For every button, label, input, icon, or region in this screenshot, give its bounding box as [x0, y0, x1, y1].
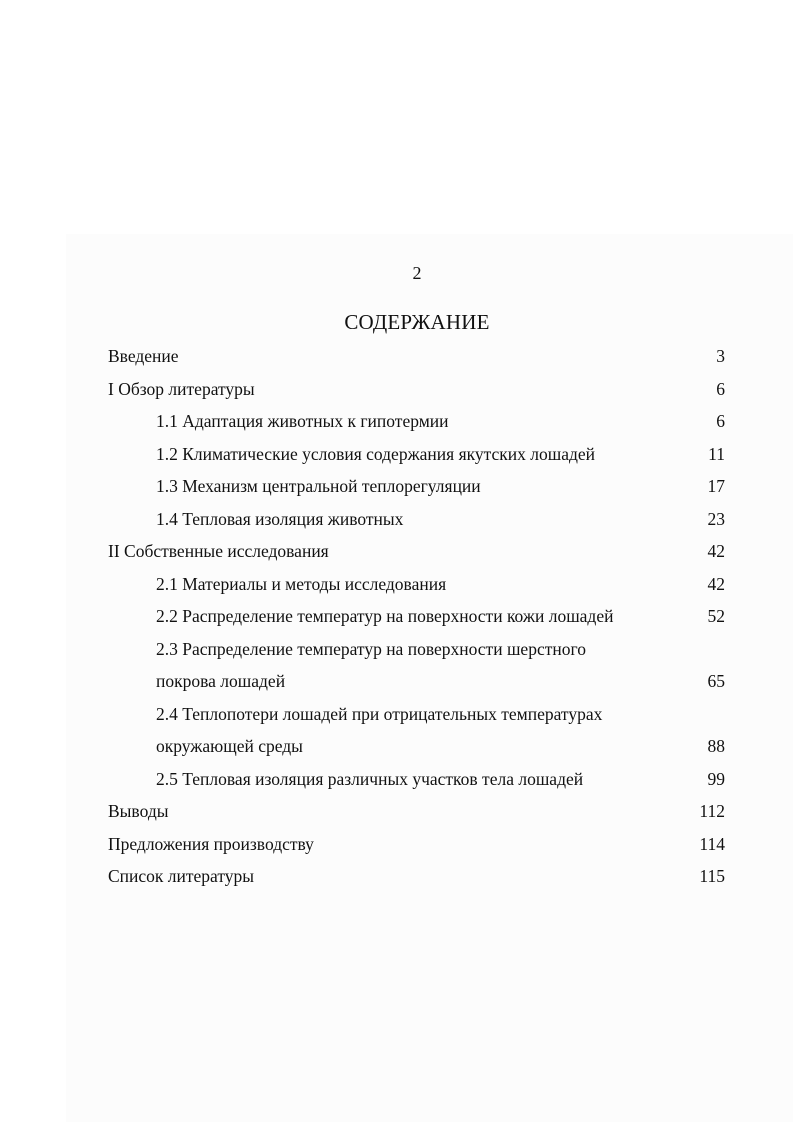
- toc-entry-page: 65: [707, 671, 725, 691]
- toc-entry-page: 42: [707, 541, 725, 561]
- toc-entry-label: Предложения производству: [108, 833, 314, 854]
- toc-entry-page: 52: [707, 606, 725, 626]
- toc-entry-page: 11: [708, 443, 725, 464]
- page-number: 2: [412, 263, 422, 283]
- toc-entry-1-1: [108, 405, 725, 438]
- toc-entry-1-2: [108, 438, 725, 471]
- toc-entry-2-1: [108, 568, 725, 601]
- toc-entry-label-line-1: 2.3 Распределение температур на поверхности шерстного: [156, 638, 586, 659]
- toc-entry-label: 1.1 Адаптация животных к гипотермии: [156, 411, 449, 431]
- toc-entry-label-line-1: 2.4 Теплопотери лошадей при отрицательных температурах: [156, 703, 603, 724]
- table-of-contents: [108, 340, 725, 893]
- toc-entry-label-line-2: покрова лошадей: [156, 671, 286, 691]
- toc-entry-label: Выводы: [108, 801, 169, 821]
- toc-entry-2-3: [108, 633, 725, 698]
- toc-entry-page: 3: [716, 346, 725, 366]
- toc-entry-references: [108, 860, 725, 893]
- toc-entry-chapter-1: [108, 373, 725, 406]
- toc-entry-label: I Обзор литературы: [108, 378, 255, 399]
- toc-entry-label: Введение: [108, 346, 179, 366]
- toc-entry-label: 2.2 Распределение температур на поверхности кожи лошадей: [156, 606, 614, 626]
- toc-entry-page: 112: [699, 801, 725, 821]
- toc-entry-page: 114: [699, 833, 725, 854]
- toc-entry-2-5: [108, 763, 725, 796]
- toc-entry-conclusions: [108, 795, 725, 828]
- toc-entry-label: 1.2 Климатические условия содержания якутских лошадей: [156, 443, 596, 464]
- toc-entry-label: II Собственные исследования: [108, 541, 329, 561]
- toc-entry-page: 88: [707, 736, 725, 756]
- toc-entry-label: Список литературы: [108, 866, 255, 886]
- toc-entry-label: [156, 633, 586, 698]
- toc-entry-2-2: [108, 600, 725, 633]
- toc-entry-chapter-2: [108, 535, 725, 568]
- toc-entry-label: 1.3 Механизм центральной теплорегуляции: [156, 476, 481, 496]
- toc-entry-label: 2.1 Материалы и методы исследования: [156, 573, 447, 594]
- toc-entry-introduction: [108, 340, 725, 373]
- toc-entry-2-4: [108, 698, 725, 763]
- toc-entry-label: 2.5 Тепловая изоляция различных участков тела лошадей: [156, 768, 584, 789]
- toc-entry-page: 6: [716, 411, 725, 431]
- toc-title: СОДЕРЖАНИЕ: [344, 310, 490, 334]
- toc-entry-page: 17: [707, 476, 725, 496]
- toc-entry-label-line-2: окружающей среды: [156, 736, 303, 756]
- toc-entry-page: 99: [707, 768, 725, 789]
- toc-entry-page: 42: [707, 573, 725, 594]
- toc-entry-page: 115: [699, 866, 725, 886]
- toc-entry-1-3: [108, 470, 725, 503]
- toc-entry-label: [156, 698, 602, 763]
- toc-entry-1-4: [108, 503, 725, 536]
- toc-entry-page: 23: [707, 508, 725, 529]
- toc-entry-page: 6: [716, 378, 725, 399]
- toc-entry-recommendations: [108, 828, 725, 861]
- toc-entry-label: 1.4 Тепловая изоляция животных: [156, 508, 404, 529]
